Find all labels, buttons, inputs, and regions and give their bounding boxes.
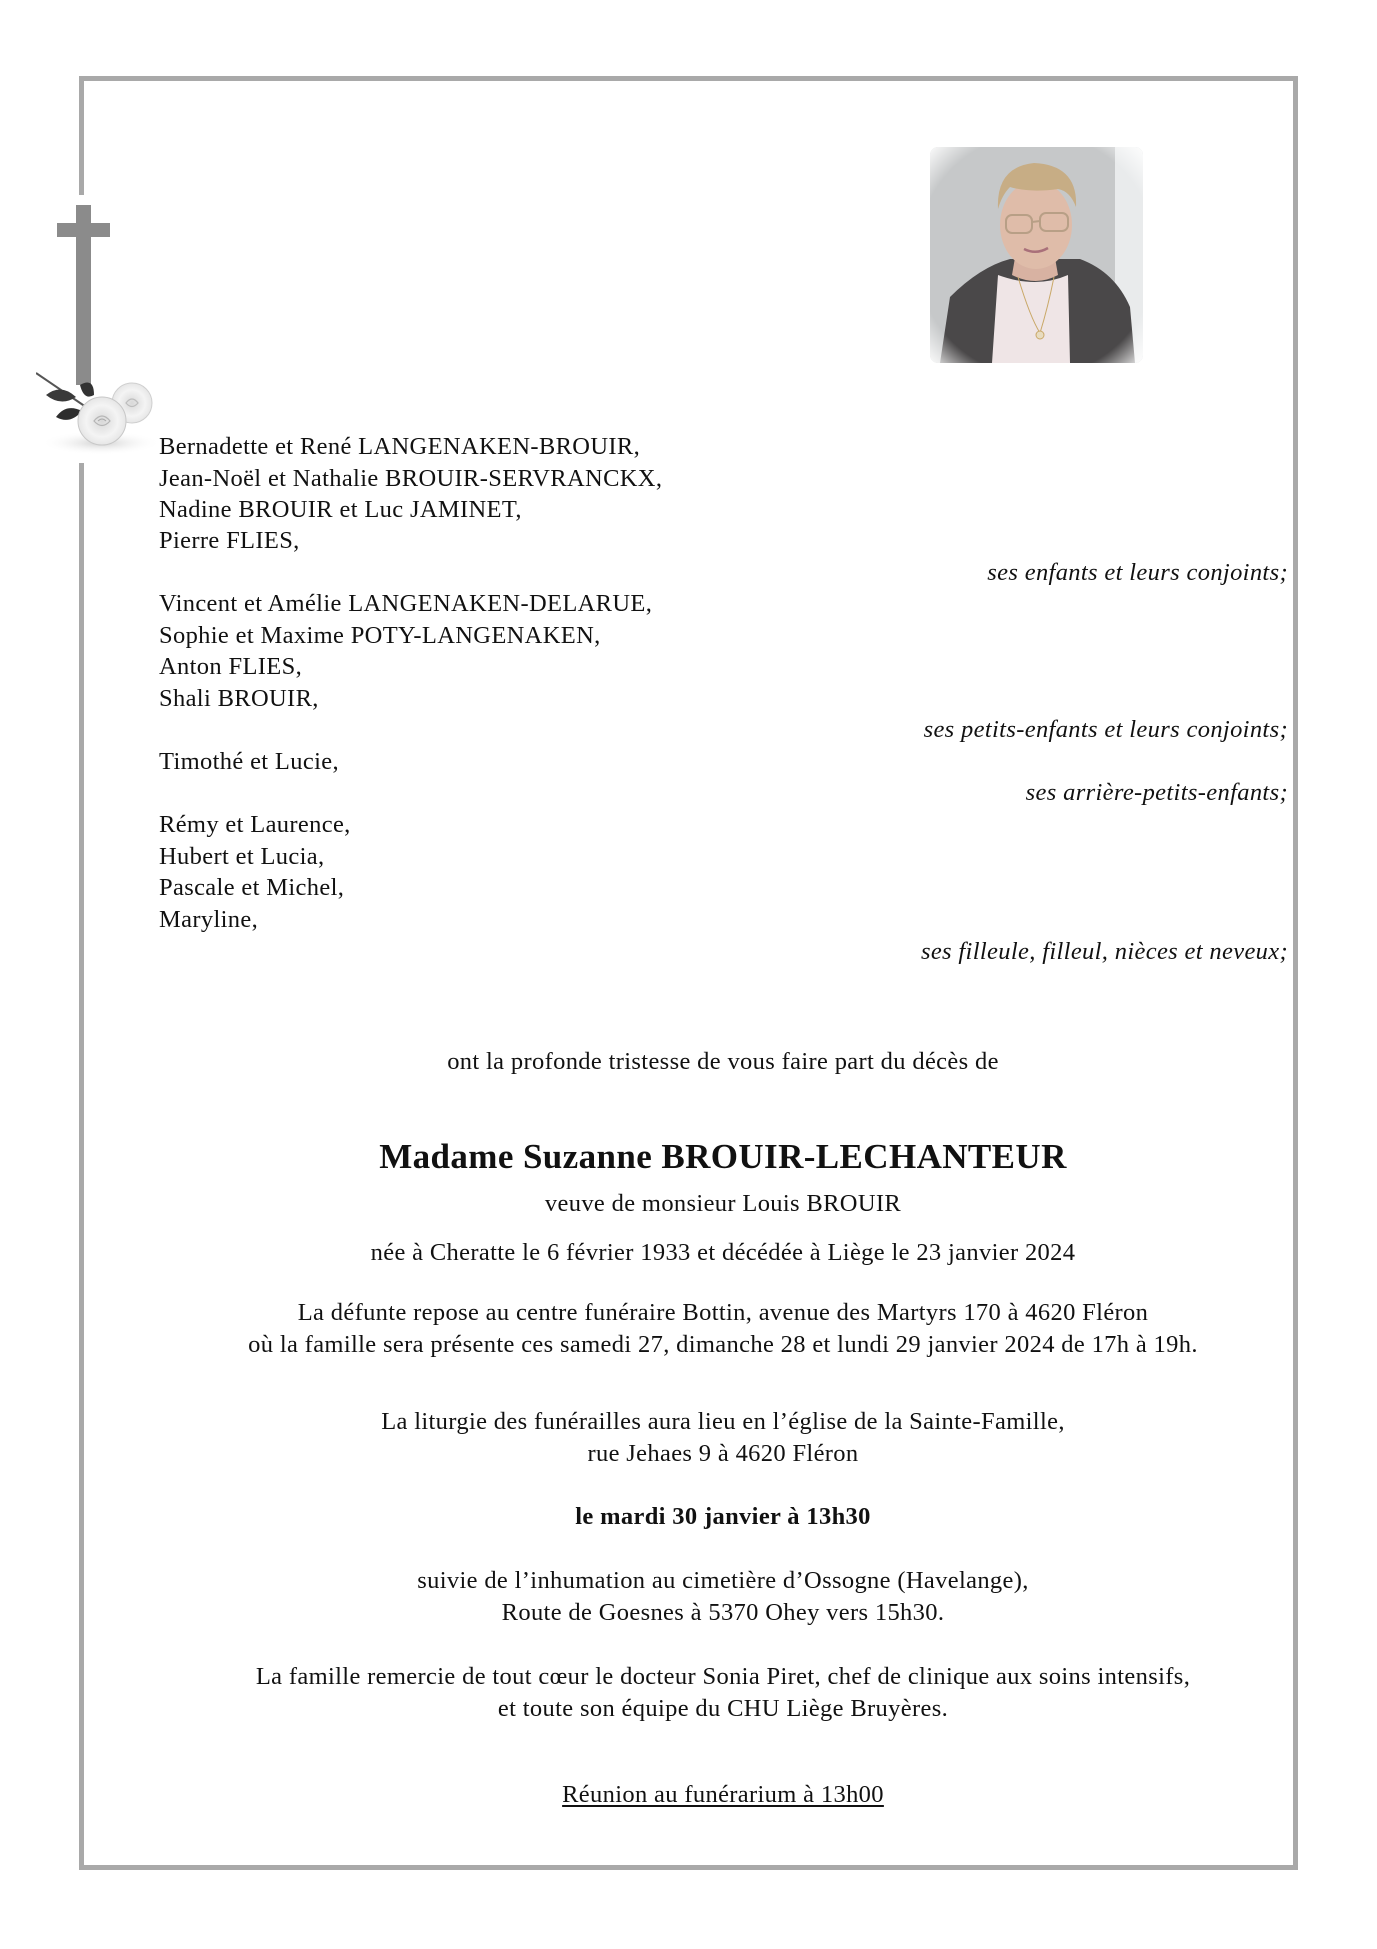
family-member-line: Timothé et Lucie, [159, 748, 339, 775]
meeting-note [0, 1780, 1377, 1810]
relation-label-godchildren-nephews: ses filleule, filleul, nièces et neveux; [920, 938, 1288, 965]
burial-line-1: suivie de l’inhumation au cimetière d’Ossogne (Havelange), [417, 1567, 1029, 1594]
liturgy-line-2: rue Jehaes 9 à 4620 Fléron [587, 1440, 859, 1467]
family-member-line: Hubert et Lucia, [159, 843, 325, 870]
deceased-name: Madame Suzanne BROUIR-LECHANTEUR [379, 1137, 1067, 1176]
family-member-line: Shali BROUIR, [159, 685, 319, 712]
thanks-line-1: La famille remercie de tout cœur le docteur Sonia Piret, chef de clinique aux soins intensifs, [255, 1663, 1191, 1690]
family-member-line: Rémy et Laurence, [159, 811, 351, 838]
thanks-line-2: et toute son équipe du CHU Liège Bruyères. [497, 1695, 949, 1722]
family-member-line: Jean-Noël et Nathalie BROUIR-SERVRANCKX, [159, 465, 663, 492]
liturgy-datetime: le mardi 30 janvier à 13h30 [575, 1503, 871, 1530]
family-member-line: Sophie et Maxime POTY-LANGENAKEN, [159, 622, 601, 649]
birth-death-line: née à Cheratte le 6 février 1933 et décédée à Liège le 23 janvier 2024 [370, 1239, 1076, 1266]
family-member-line: Anton FLIES, [159, 653, 303, 680]
frame-border-bottom [79, 1865, 1298, 1870]
meeting-note-text: Réunion au funérarium à 13h00 [562, 1781, 884, 1808]
widow-of-line: veuve de monsieur Louis BROUIR [544, 1190, 902, 1217]
family-member-line: Pierre FLIES, [159, 527, 300, 554]
visitation-line-2: où la famille sera présente ces samedi 27, dimanche 28 et lundi 29 janvier 2024 de 17h à 19h. [248, 1331, 1198, 1358]
family-member-line: Nadine BROUIR et Luc JAMINET, [159, 496, 522, 523]
relation-label-children: ses enfants et leurs conjoints; [987, 559, 1288, 586]
family-member-line: Pascale et Michel, [159, 874, 345, 901]
white-roses-icon [36, 355, 166, 455]
cross-horizontal-bar [57, 223, 110, 237]
portrait-photo [930, 147, 1143, 363]
family-member-line: Maryline, [159, 906, 259, 933]
announcement-intro: ont la profonde tristesse de vous faire part du décès de [447, 1048, 999, 1075]
relation-label-grandchildren: ses petits-enfants et leurs conjoints; [923, 716, 1288, 743]
burial-line-2: Route de Goesnes à 5370 Ohey vers 15h30. [501, 1599, 945, 1626]
liturgy-line-1: La liturgie des funérailles aura lieu en l’église de la Sainte-Famille, [381, 1408, 1065, 1435]
family-member-line: Bernadette et René LANGENAKEN-BROUIR, [159, 433, 641, 460]
frame-border-left-upper [79, 76, 84, 195]
family-member-line: Vincent et Amélie LANGENAKEN-DELARUE, [159, 590, 653, 617]
relation-label-great-grandchildren: ses arrière-petits-enfants; [1025, 779, 1288, 806]
visitation-line-1: La défunte repose au centre funéraire Bottin, avenue des Martyrs 170 à 4620 Fléron [297, 1299, 1149, 1326]
frame-border-top [79, 76, 1298, 81]
